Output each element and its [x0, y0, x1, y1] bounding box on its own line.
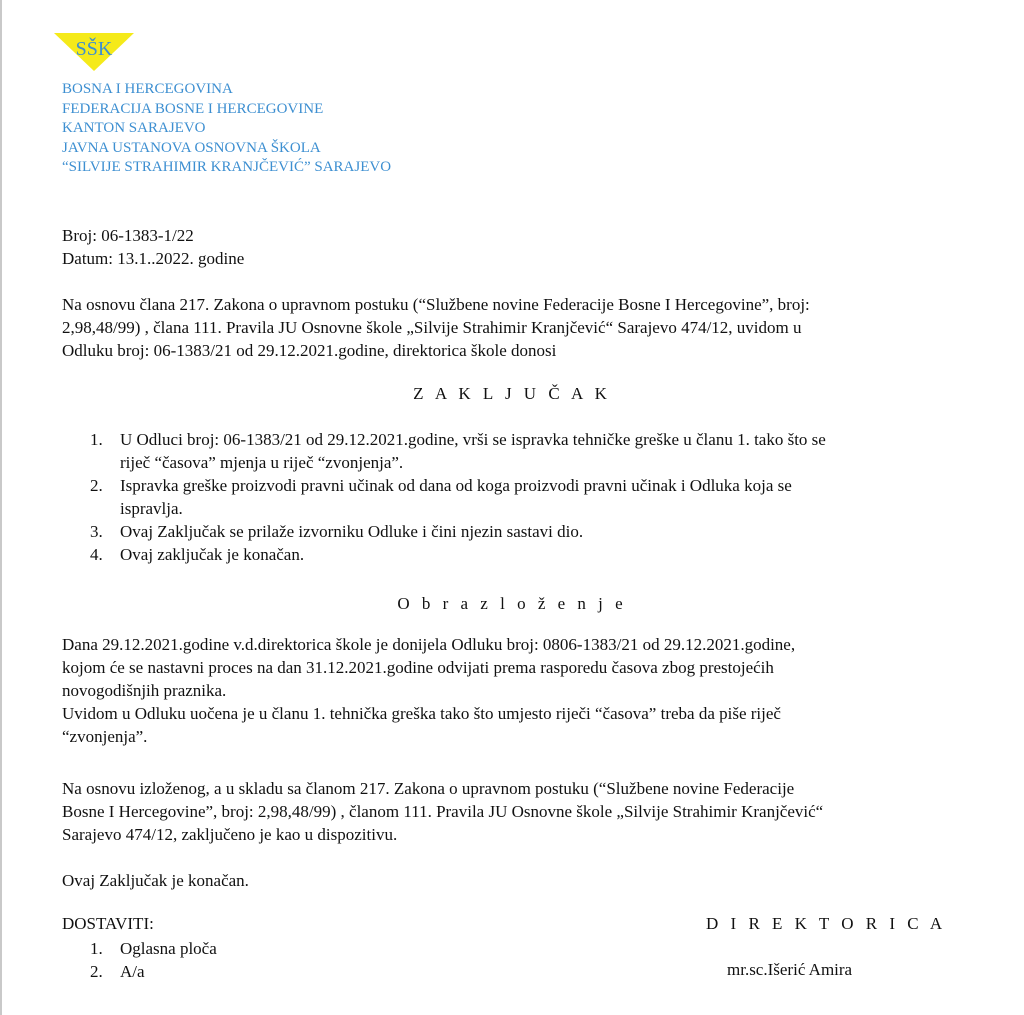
- intro-line: Odluku broj: 06-1383/21 od 29.12.2021.godine, direktorica škole donosi: [62, 341, 557, 360]
- conclusion-list: [62, 428, 962, 566]
- final-line: Na osnovu izloženog, a u skladu sa članom 217. Zakona o upravnom postuku (“Službene novine Federacije: [62, 779, 795, 798]
- page-edge: [0, 0, 2, 1015]
- deliver-to-list: [62, 937, 217, 983]
- final-line: Bosne I Hercegovine”, broj: 2,98,48/99) , članom 111. Pravila JU Osnovne škole „Silvije Strahimir Kranjčević“: [62, 802, 824, 821]
- final-paragraph: [62, 777, 962, 846]
- intro-paragraph: [62, 293, 962, 362]
- header-line: FEDERACIJA BOSNE I HERCEGOVINE: [62, 100, 324, 117]
- list-item-line: Ovaj Zaključak se prilaže izvorniku Odluke i čini njezin sastavi dio.: [120, 522, 584, 541]
- institution-header: [62, 80, 391, 178]
- logo-text: SŠK: [75, 38, 113, 60]
- reasoning-line: “zvonjenja”.: [62, 727, 148, 746]
- signature-name: mr.sc.Išerić Amira: [727, 960, 853, 979]
- document-number: Broj: 06-1383-1/22: [62, 226, 194, 245]
- list-number: 2.: [90, 476, 103, 495]
- list-number: 3.: [90, 522, 103, 541]
- final-line: Sarajevo 474/12, zaključeno je kao u dispozitivu.: [62, 825, 398, 844]
- list-number: 1.: [90, 939, 103, 958]
- intro-line: Na osnovu člana 217. Zakona o upravnom postuku (“Službene novine Federacije Bosne I Hercegovine”, broj:: [62, 295, 810, 314]
- list-item-label: A/a: [120, 962, 145, 981]
- school-logo: [54, 33, 134, 75]
- deliver-to-title: DOSTAVITI:: [62, 914, 154, 933]
- list-item-line: Ovaj zaključak je konačan.: [120, 545, 305, 564]
- list-number: 2.: [90, 962, 103, 981]
- header-line: BOSNA I HERCEGOVINA: [62, 81, 233, 97]
- reasoning-title: O b r a z l o ž e n j e: [397, 594, 627, 613]
- list-number: 1.: [90, 430, 103, 449]
- list-item: [62, 428, 962, 474]
- list-item-line: Ispravka greške proizvodi pravni učinak od dana od koga proizvodi pravni učinak i Odluka koja se: [120, 476, 792, 495]
- reasoning-line: kojom će se nastavni proces na dan 31.12.2021.godine odvijati prema rasporedu časova zbog prestojećih: [62, 658, 774, 677]
- list-item: [62, 474, 962, 520]
- list-item: [62, 520, 962, 543]
- final-statement: Ovaj Zaključak je konačan.: [62, 871, 249, 890]
- reasoning-line: Uvidom u Odluku uočena je u članu 1. tehnička greška tako što umjesto riječi “časova” treba da piše riječ: [62, 704, 781, 723]
- list-number: 4.: [90, 545, 103, 564]
- list-item-line: U Odluci broj: 06-1383/21 od 29.12.2021.godine, vrši se ispravka tehničke greške u članu 1. tako što se: [120, 430, 826, 449]
- reasoning-line: novogodišnjih praznika.: [62, 681, 227, 700]
- list-item: [62, 960, 217, 983]
- reasoning-line: Dana 29.12.2021.godine v.d.direktorica škole je donijela Odluku broj: 0806-1383/21 od 29.12.2021.godine,: [62, 635, 796, 654]
- signature-title: D I R E K T O R I C A: [706, 914, 947, 933]
- list-item-line: riječ “časova” mjenja u riječ “zvonjenja”.: [120, 453, 404, 472]
- header-line: “SILVIJE STRAHIMIR KRANJČEVIĆ” SARAJEVO: [62, 159, 392, 175]
- header-line: JAVNA USTANOVA OSNOVNA ŠKOLA: [62, 139, 321, 156]
- list-item-label: Oglasna ploča: [120, 939, 217, 958]
- conclusion-title: Z A K L J U Č A K: [413, 384, 611, 403]
- list-item-line: ispravlja.: [120, 499, 183, 518]
- intro-line: 2,98,48/99) , člana 111. Pravila JU Osnovne škole „Silvije Strahimir Kranjčević“ Sarajevo 474/12, uvidom u: [62, 318, 802, 337]
- document-date: Datum: 13.1..2022. godine: [62, 249, 245, 268]
- reasoning-paragraph: [62, 633, 962, 748]
- list-item: [62, 543, 962, 566]
- header-line: KANTON SARAJEVO: [62, 120, 206, 136]
- list-item: [62, 937, 217, 960]
